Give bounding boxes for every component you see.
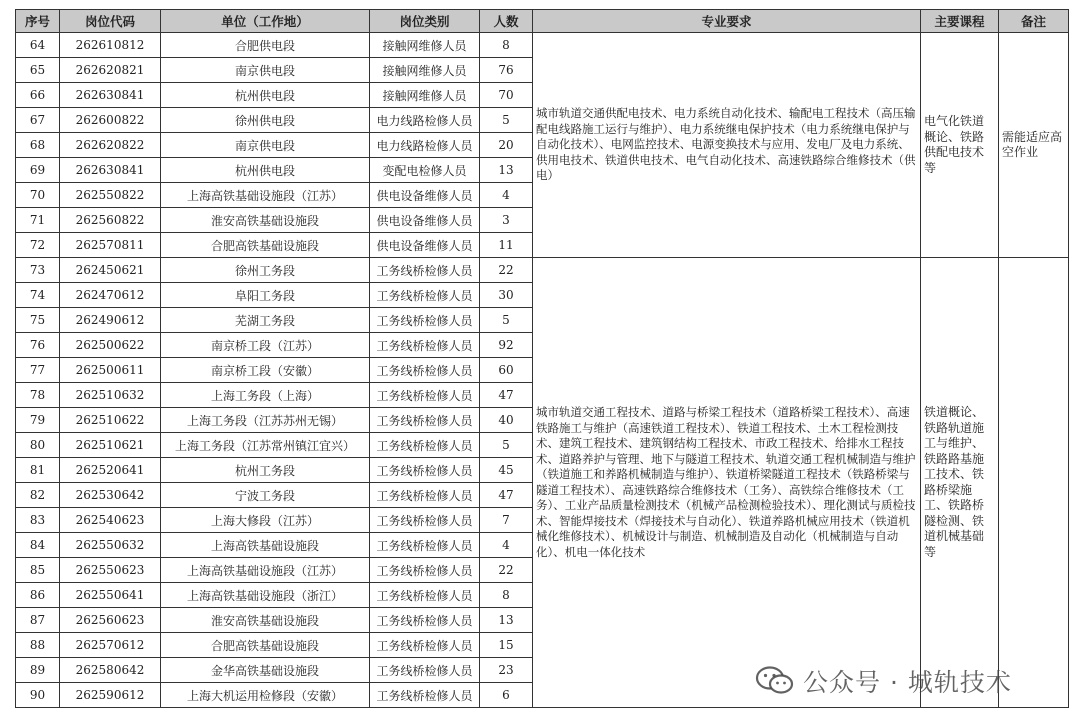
cell-category: 供电设备维修人员 (370, 233, 480, 258)
cell-seq: 76 (16, 333, 60, 358)
cell-unit: 上海大机运用检修段（安徽） (161, 683, 370, 708)
cell-category: 工务线桥检修人员 (370, 633, 480, 658)
cell-unit: 芜湖工务段 (161, 308, 370, 333)
cell-unit: 上海工务段（江苏苏州无锡） (161, 408, 370, 433)
cell-code: 262570612 (60, 633, 161, 658)
cell-count: 6 (480, 683, 533, 708)
cell-category: 工务线桥检修人员 (370, 608, 480, 633)
cell-code: 262580642 (60, 658, 161, 683)
cell-unit: 南京供电段 (161, 58, 370, 83)
cell-code: 262600822 (60, 108, 161, 133)
cell-count: 20 (480, 133, 533, 158)
cell-count: 47 (480, 383, 533, 408)
cell-code: 262530642 (60, 483, 161, 508)
cell-seq: 86 (16, 583, 60, 608)
cell-code: 262510622 (60, 408, 161, 433)
cell-unit: 杭州供电段 (161, 83, 370, 108)
header-category: 岗位类别 (370, 10, 480, 33)
cell-unit: 上海工务段（上海） (161, 383, 370, 408)
cell-code: 262550822 (60, 183, 161, 208)
cell-count: 22 (480, 558, 533, 583)
cell-category: 工务线桥检修人员 (370, 508, 480, 533)
cell-category: 变配电检修人员 (370, 158, 480, 183)
cell-seq: 78 (16, 383, 60, 408)
cell-unit: 合肥高铁基础设施段 (161, 633, 370, 658)
cell-count: 13 (480, 608, 533, 633)
cell-unit: 徐州供电段 (161, 108, 370, 133)
header-course: 主要课程 (921, 10, 999, 33)
cell-category: 工务线桥检修人员 (370, 583, 480, 608)
cell-note (999, 258, 1069, 708)
cell-code: 262510632 (60, 383, 161, 408)
cell-seq: 75 (16, 308, 60, 333)
cell-seq: 82 (16, 483, 60, 508)
cell-count: 70 (480, 83, 533, 108)
cell-seq: 80 (16, 433, 60, 458)
table-row (16, 258, 1069, 283)
cell-count: 45 (480, 458, 533, 483)
cell-category: 工务线桥检修人员 (370, 333, 480, 358)
cell-category: 接触网维修人员 (370, 58, 480, 83)
cell-unit: 上海高铁基础设施段 (161, 533, 370, 558)
cell-code: 262620821 (60, 58, 161, 83)
cell-code: 262450621 (60, 258, 161, 283)
cell-count: 47 (480, 483, 533, 508)
cell-seq: 68 (16, 133, 60, 158)
cell-category: 工务线桥检修人员 (370, 258, 480, 283)
cell-code: 262630841 (60, 83, 161, 108)
cell-unit: 合肥供电段 (161, 33, 370, 58)
header-note: 备注 (999, 10, 1069, 33)
cell-unit: 淮安高铁基础设施段 (161, 208, 370, 233)
cell-code: 262500611 (60, 358, 161, 383)
cell-seq: 85 (16, 558, 60, 583)
cell-category: 供电设备维修人员 (370, 183, 480, 208)
cell-main-courses: 铁道概论、铁路轨道施工与维护、铁路路基施工技术、铁路桥梁施工、铁路桥隧检测、铁道机械基础等 (921, 258, 999, 708)
cell-seq: 79 (16, 408, 60, 433)
cell-seq: 70 (16, 183, 60, 208)
cell-major-requirements: 城市轨道交通工程技术、道路与桥梁工程技术（道路桥梁工程技术）、高速铁路施工与维护（高速铁道工程技术）、铁道工程技术、土木工程检测技术、建筑工程技术、建筑钢结构工程技术、市政工程技术、给排水工程技术、道路养护与管理、地下与隧道工程技术、轨道交通工程机械制造与维护（铁道施工和养路机械制造与维护）、铁道桥梁隧道工程技术（铁路桥梁与隧道工程技术）、高速铁路综合维修技术（工务）、高铁综合维修技术（工务）、工业产品质量检测技术（机械产品检测检验技术）、理化测试与质检技术、智能焊接技术（焊接技术与自动化）、铁道养路机械应用技术（铁道机械化维修技术）、机械设计与制造、机械制造及自动化（机械制造与自动化）、机电一体化技术 (533, 258, 921, 708)
cell-code: 262610812 (60, 33, 161, 58)
cell-code: 262490612 (60, 308, 161, 333)
cell-category: 工务线桥检修人员 (370, 683, 480, 708)
cell-seq: 74 (16, 283, 60, 308)
cell-category: 工务线桥检修人员 (370, 283, 480, 308)
cell-count: 8 (480, 33, 533, 58)
cell-seq: 65 (16, 58, 60, 83)
cell-unit: 上海高铁基础设施段（浙江） (161, 583, 370, 608)
cell-count: 3 (480, 208, 533, 233)
cell-count: 40 (480, 408, 533, 433)
cell-category: 工务线桥检修人员 (370, 383, 480, 408)
cell-count: 5 (480, 108, 533, 133)
cell-category: 工务线桥检修人员 (370, 483, 480, 508)
cell-count: 4 (480, 533, 533, 558)
cell-category: 工务线桥检修人员 (370, 408, 480, 433)
cell-seq: 71 (16, 208, 60, 233)
header-seq: 序号 (16, 10, 60, 33)
cell-code: 262470612 (60, 283, 161, 308)
cell-code: 262570811 (60, 233, 161, 258)
cell-count: 30 (480, 283, 533, 308)
cell-note: 需能适应高空作业 (999, 33, 1069, 258)
cell-unit: 杭州工务段 (161, 458, 370, 483)
cell-unit: 宁波工务段 (161, 483, 370, 508)
table-row (16, 33, 1069, 58)
cell-category: 供电设备维修人员 (370, 208, 480, 233)
cell-seq: 88 (16, 633, 60, 658)
cell-unit: 合肥高铁基础设施段 (161, 233, 370, 258)
cell-code: 262550632 (60, 533, 161, 558)
cell-seq: 89 (16, 658, 60, 683)
cell-count: 5 (480, 433, 533, 458)
cell-unit: 上海大修段（江苏） (161, 508, 370, 533)
cell-seq: 90 (16, 683, 60, 708)
cell-seq: 81 (16, 458, 60, 483)
cell-category: 工务线桥检修人员 (370, 308, 480, 333)
header-count: 人数 (480, 10, 533, 33)
recruitment-table (15, 9, 1069, 708)
cell-category: 电力线路检修人员 (370, 108, 480, 133)
cell-unit: 南京桥工段（安徽） (161, 358, 370, 383)
cell-unit: 阜阳工务段 (161, 283, 370, 308)
cell-unit: 上海高铁基础设施段（江苏） (161, 558, 370, 583)
cell-major-requirements: 城市轨道交通供配电技术、电力系统自动化技术、输配电工程技术（高压输配电线路施工运行与维护）、电力系统继电保护技术（电力系统继电保护与自动化技术）、电网监控技术、电源变换技术与应用、发电厂及电力系统、供用电技术、铁道供电技术、电气自动化技术、高速铁路综合维修技术（供电） (533, 33, 921, 258)
cell-category: 工务线桥检修人员 (370, 658, 480, 683)
cell-unit: 上海高铁基础设施段（江苏） (161, 183, 370, 208)
cell-code: 262560822 (60, 208, 161, 233)
cell-seq: 64 (16, 33, 60, 58)
cell-code: 262500622 (60, 333, 161, 358)
watermark (755, 663, 1012, 699)
cell-unit: 南京供电段 (161, 133, 370, 158)
watermark-text: 公众号 · 城轨技术 (803, 668, 1012, 697)
cell-unit: 杭州供电段 (161, 158, 370, 183)
cell-count: 76 (480, 58, 533, 83)
cell-seq: 83 (16, 508, 60, 533)
cell-count: 60 (480, 358, 533, 383)
cell-seq: 66 (16, 83, 60, 108)
table-header-row (16, 10, 1069, 33)
cell-code: 262560623 (60, 608, 161, 633)
cell-count: 7 (480, 508, 533, 533)
cell-count: 13 (480, 158, 533, 183)
cell-seq: 84 (16, 533, 60, 558)
cell-code: 262550641 (60, 583, 161, 608)
cell-code: 262630841 (60, 158, 161, 183)
cell-category: 工务线桥检修人员 (370, 358, 480, 383)
cell-code: 262550623 (60, 558, 161, 583)
cell-category: 工务线桥检修人员 (370, 433, 480, 458)
cell-seq: 69 (16, 158, 60, 183)
wechat-icon (755, 665, 795, 697)
cell-code: 262520641 (60, 458, 161, 483)
cell-count: 23 (480, 658, 533, 683)
header-major: 专业要求 (533, 10, 921, 33)
cell-category: 工务线桥检修人员 (370, 458, 480, 483)
cell-main-courses: 电气化铁道概论、铁路供配电技术等 (921, 33, 999, 258)
cell-seq: 72 (16, 233, 60, 258)
cell-category: 接触网维修人员 (370, 83, 480, 108)
cell-unit: 南京桥工段（江苏） (161, 333, 370, 358)
cell-seq: 87 (16, 608, 60, 633)
cell-count: 4 (480, 183, 533, 208)
header-unit: 单位（工作地） (161, 10, 370, 33)
cell-unit: 淮安高铁基础设施段 (161, 608, 370, 633)
cell-unit: 金华高铁基础设施段 (161, 658, 370, 683)
cell-count: 11 (480, 233, 533, 258)
cell-count: 15 (480, 633, 533, 658)
cell-category: 工务线桥检修人员 (370, 558, 480, 583)
cell-seq: 67 (16, 108, 60, 133)
cell-category: 工务线桥检修人员 (370, 533, 480, 558)
cell-unit: 上海工务段（江苏常州镇江宜兴） (161, 433, 370, 458)
cell-seq: 77 (16, 358, 60, 383)
cell-count: 5 (480, 308, 533, 333)
cell-count: 22 (480, 258, 533, 283)
cell-unit: 徐州工务段 (161, 258, 370, 283)
cell-count: 92 (480, 333, 533, 358)
cell-category: 接触网维修人员 (370, 33, 480, 58)
cell-count: 8 (480, 583, 533, 608)
header-code: 岗位代码 (60, 10, 161, 33)
cell-code: 262620822 (60, 133, 161, 158)
cell-seq: 73 (16, 258, 60, 283)
cell-category: 电力线路检修人员 (370, 133, 480, 158)
cell-code: 262540623 (60, 508, 161, 533)
cell-code: 262590612 (60, 683, 161, 708)
cell-code: 262510621 (60, 433, 161, 458)
